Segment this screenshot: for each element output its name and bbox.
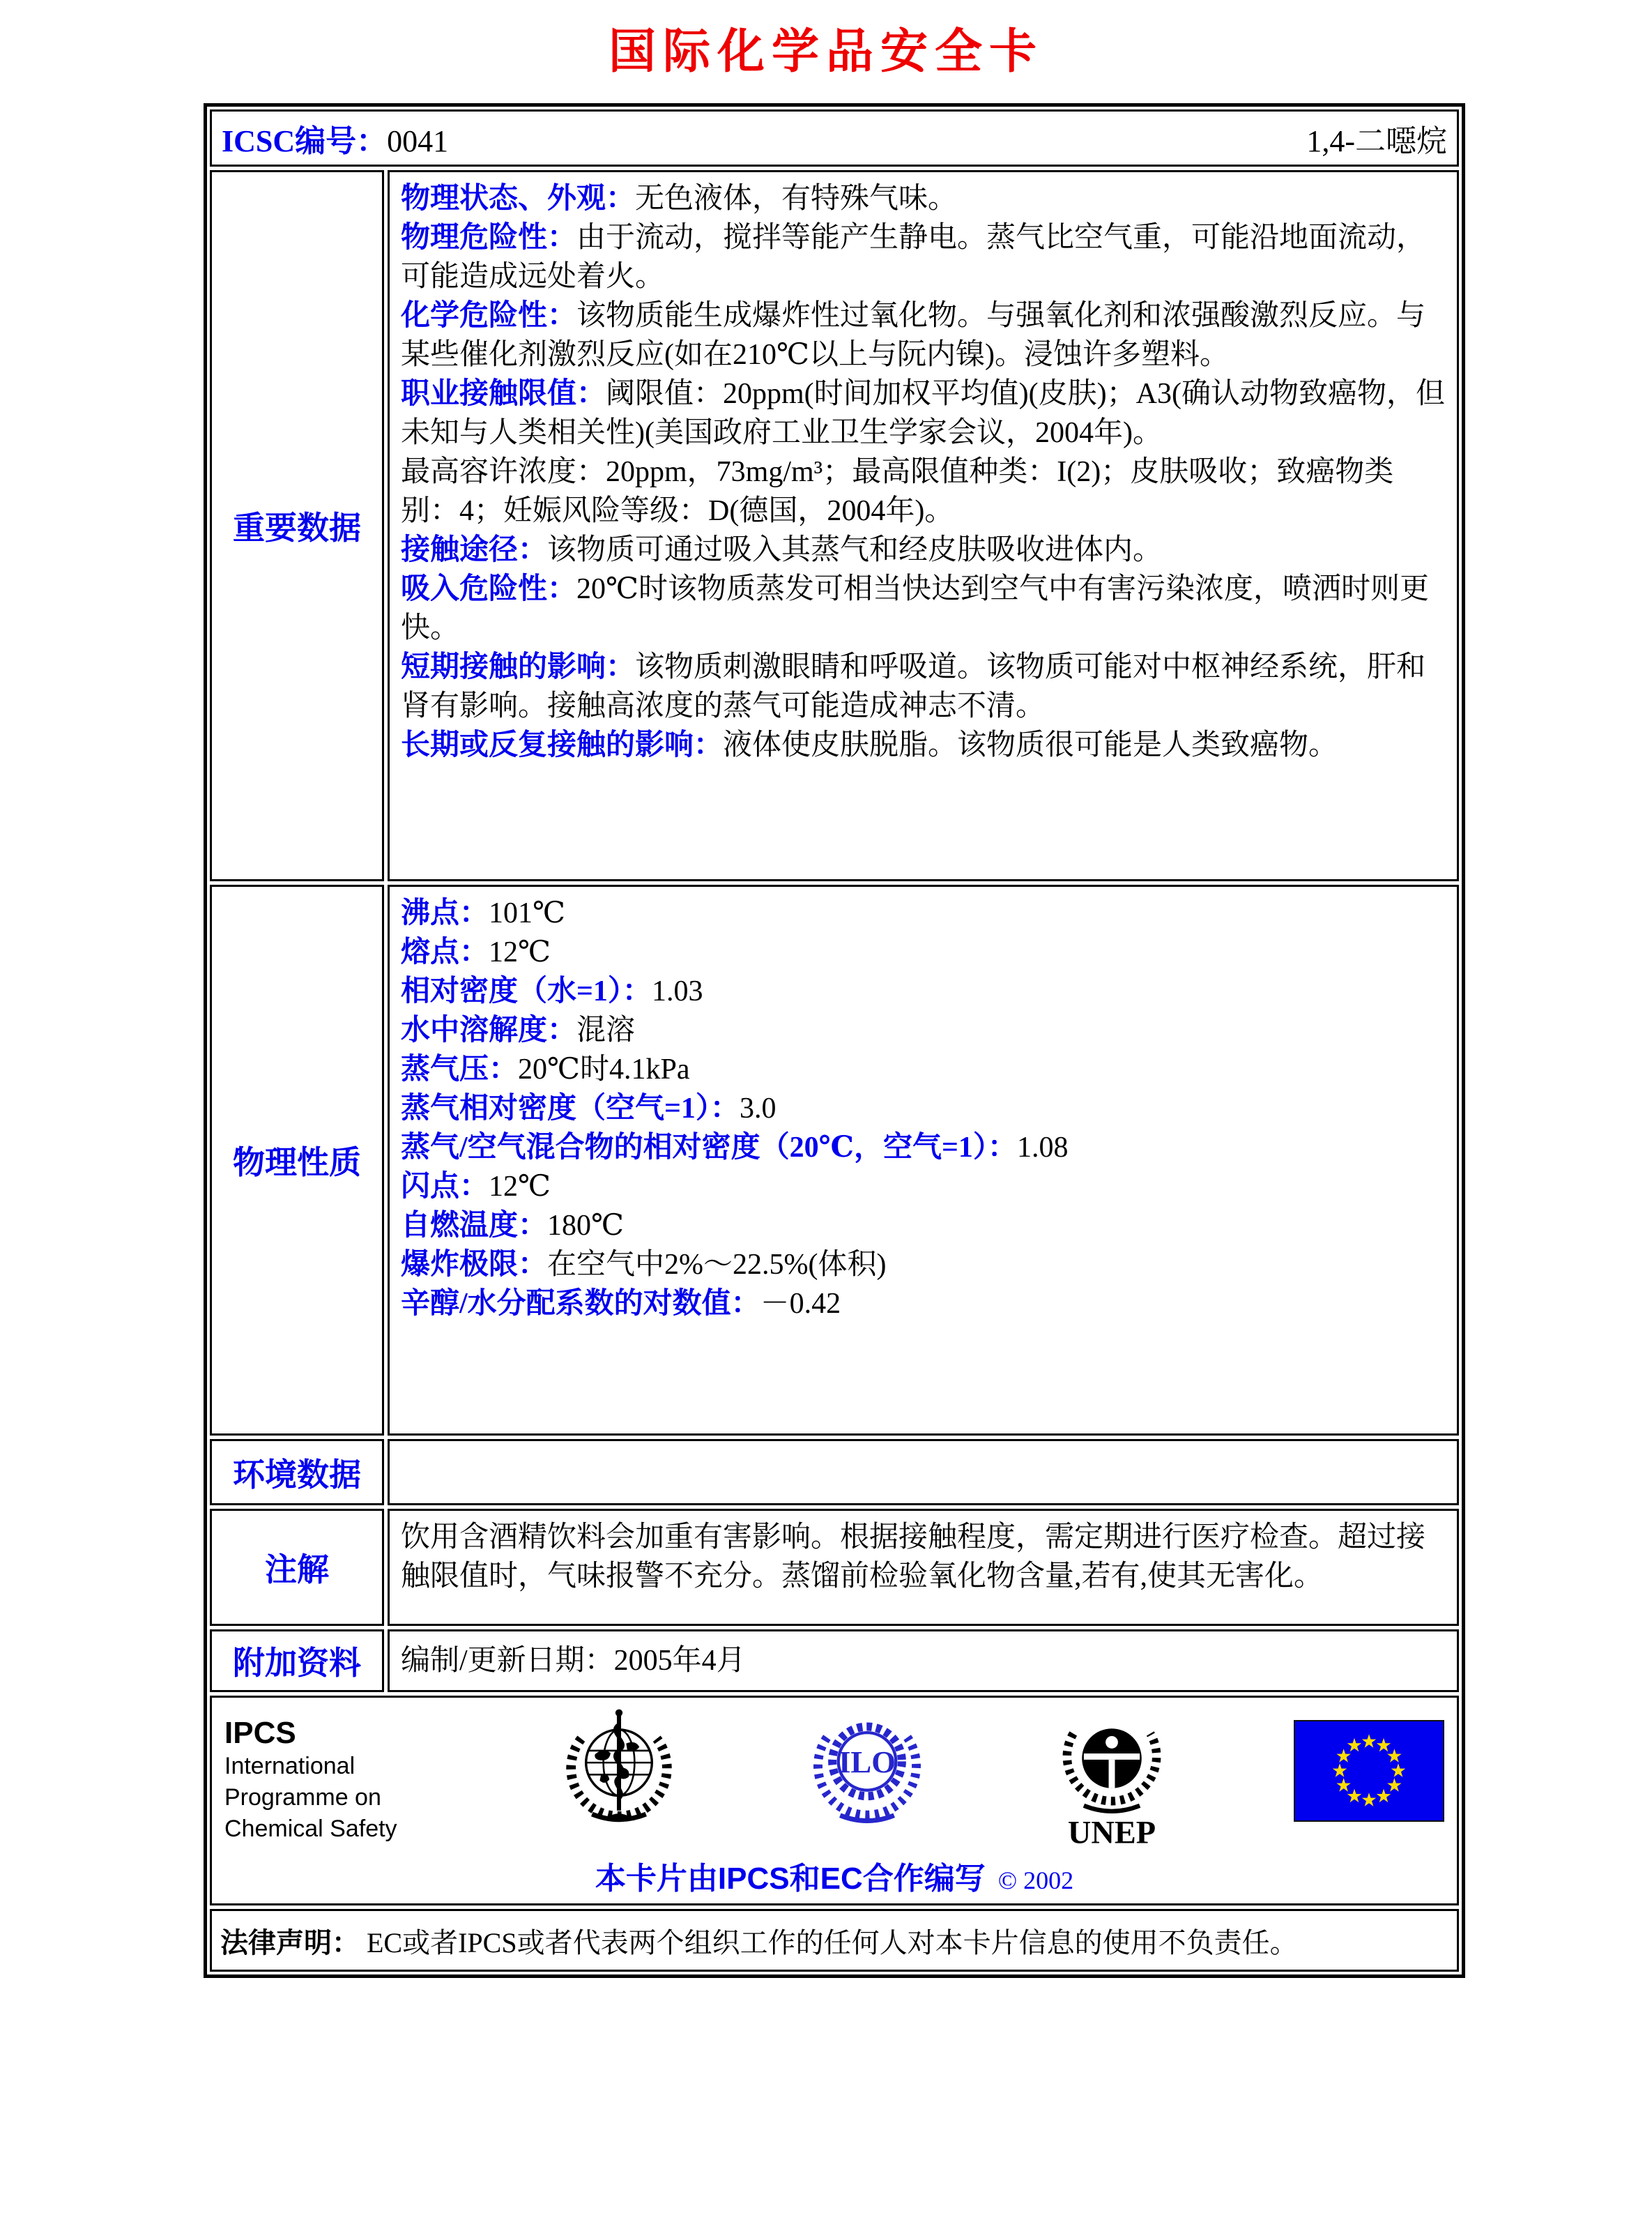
environment-section-label: 环境数据 <box>233 1456 361 1493</box>
notes-content-cell <box>388 1509 1459 1626</box>
environment-content-cell <box>388 1439 1459 1505</box>
svg-text:ILO: ILO <box>838 1744 896 1779</box>
important-item: 物理状态、外观：无色液体，有特殊气味。 <box>401 183 958 215</box>
property-line: 蒸气/空气混合物的相对密度（20℃，空气=1）：1.08 <box>401 1132 1069 1164</box>
ilo-logo-icon <box>804 1707 930 1827</box>
notes-text: 饮用含酒精饮料会加重有害影响。根据接触程度，需定期进行医疗检查。超过接触限值时，气味报警不充分。蒸馏前检验氧化物含量,若有,使其无害化。 <box>401 1521 1426 1592</box>
section-notes <box>210 1509 1459 1626</box>
section-important <box>210 170 1459 881</box>
physical-section-label: 物理性质 <box>233 1144 361 1180</box>
ipcs-text-block <box>224 1707 434 1845</box>
important-item: 最高容许浓度：20ppm，73mg/m³；最高限值种类：I(2)；皮肤吸收；致癌物类别：4；妊娠风险等级：D(德国，2004年)。 <box>401 456 1394 527</box>
legal-text: EC或者IPCS或者代表两个组织工作的任何人对本卡片信息的使用不负责任。 <box>367 1926 1298 1958</box>
property-line: 蒸气相对密度（空气=1）：3.0 <box>401 1093 777 1125</box>
property-line: 沸点：101℃ <box>401 897 565 929</box>
icsc-number-value: 0041 <box>387 124 449 158</box>
legal-label: 法律声明： <box>220 1927 360 1958</box>
important-section-label: 重要数据 <box>233 510 361 546</box>
header-row <box>210 109 1459 167</box>
additional-section-label: 附加资料 <box>233 1645 361 1681</box>
icsc-number-label: ICSC编号： <box>222 124 388 158</box>
footer-caption-row <box>224 1853 1444 1898</box>
additional-content-cell <box>388 1629 1459 1692</box>
ipcs-subtitle-line: Chemical Safety <box>224 1816 397 1842</box>
property-line: 自燃温度：180℃ <box>401 1210 624 1242</box>
who-logo-icon <box>556 1707 682 1827</box>
additional-label-cell <box>210 1629 384 1692</box>
important-item: 吸入危险性：20℃时该物质蒸发可相当快达到空气中有害污染浓度，喷洒时则更快。 <box>401 573 1430 644</box>
section-physical <box>210 885 1459 1436</box>
important-item: 接触途径：该物质可通过吸入其蒸气和经皮肤吸收进体内。 <box>401 534 1163 566</box>
physical-content-cell <box>388 885 1459 1436</box>
footer-cell <box>210 1696 1459 1905</box>
ipcs-subtitle-line: International <box>224 1753 355 1779</box>
ipcs-title: IPCS <box>224 1716 296 1750</box>
header-cell <box>210 109 1459 167</box>
important-content-cell <box>388 170 1459 881</box>
ipcs-subtitle-line: Programme on <box>224 1784 381 1811</box>
footer-row <box>210 1696 1459 1905</box>
property-line: 水中溶解度：混溶 <box>401 1014 636 1047</box>
property-line: 辛醇/水分配系数的对数值：－0.42 <box>401 1288 841 1320</box>
property-line: 蒸气压：20℃时4.1kPa <box>401 1053 690 1086</box>
footer-copyright: © 2002 <box>997 1866 1074 1894</box>
section-environment <box>210 1439 1459 1505</box>
legal-cell <box>210 1909 1459 1972</box>
icsc-number-group <box>222 116 448 160</box>
environment-label-cell <box>210 1439 384 1505</box>
footer-caption: 本卡片由IPCS和EC合作编写 <box>595 1862 986 1896</box>
property-line: 爆炸极限：在空气中2%～22.5%(体积) <box>401 1249 887 1281</box>
legal-row <box>210 1909 1459 1972</box>
unep-label: UNEP <box>1067 1815 1156 1850</box>
important-item: 物理危险性：由于流动，搅拌等能产生静电。蒸气比空气重，可能沿地面流动，可能造成远处着火。 <box>401 222 1426 293</box>
chemical-name: 1,4-二噁烷 <box>1306 124 1447 158</box>
physical-label-cell <box>210 885 384 1436</box>
unep-logo-icon <box>1053 1707 1171 1850</box>
important-item: 短期接触的影响：该物质刺激眼睛和呼吸道。该物质可能对中枢神经系统，肝和肾有影响。接触高浓度的蒸气可能造成神志不清。 <box>401 651 1426 722</box>
property-line: 闪点：12℃ <box>401 1171 551 1203</box>
section-additional <box>210 1629 1459 1692</box>
property-line: 相对密度（水=1）：1.03 <box>401 975 703 1007</box>
notes-label-cell <box>210 1509 384 1626</box>
important-item: 化学危险性：该物质能生成爆炸性过氧化物。与强氧化剂和浓强酸激烈反应。与某些催化剂激烈反应(如在210℃以上与阮内镍)。浸蚀许多塑料。 <box>401 300 1426 371</box>
logo-strip <box>224 1707 1444 1850</box>
eu-flag-icon <box>1294 1707 1444 1822</box>
page-title: 国际化学品安全卡 <box>608 25 1043 78</box>
property-line: 熔点：12℃ <box>401 936 551 968</box>
icsc-card <box>204 103 1465 1978</box>
notes-section-label: 注解 <box>265 1551 329 1588</box>
additional-text: 编制/更新日期：2005年4月 <box>401 1645 746 1677</box>
important-item: 长期或反复接触的影响：液体使皮肤脱脂。该物质很可能是人类致癌物。 <box>401 729 1338 761</box>
important-label-cell <box>210 170 384 881</box>
important-item: 职业接触限值：阈限值：20ppm(时间加权平均值)(皮肤)；A3(确认动物致癌物，但未知与人类相关性)(美国政府工业卫生学家会议，2004年)。 <box>401 378 1445 449</box>
